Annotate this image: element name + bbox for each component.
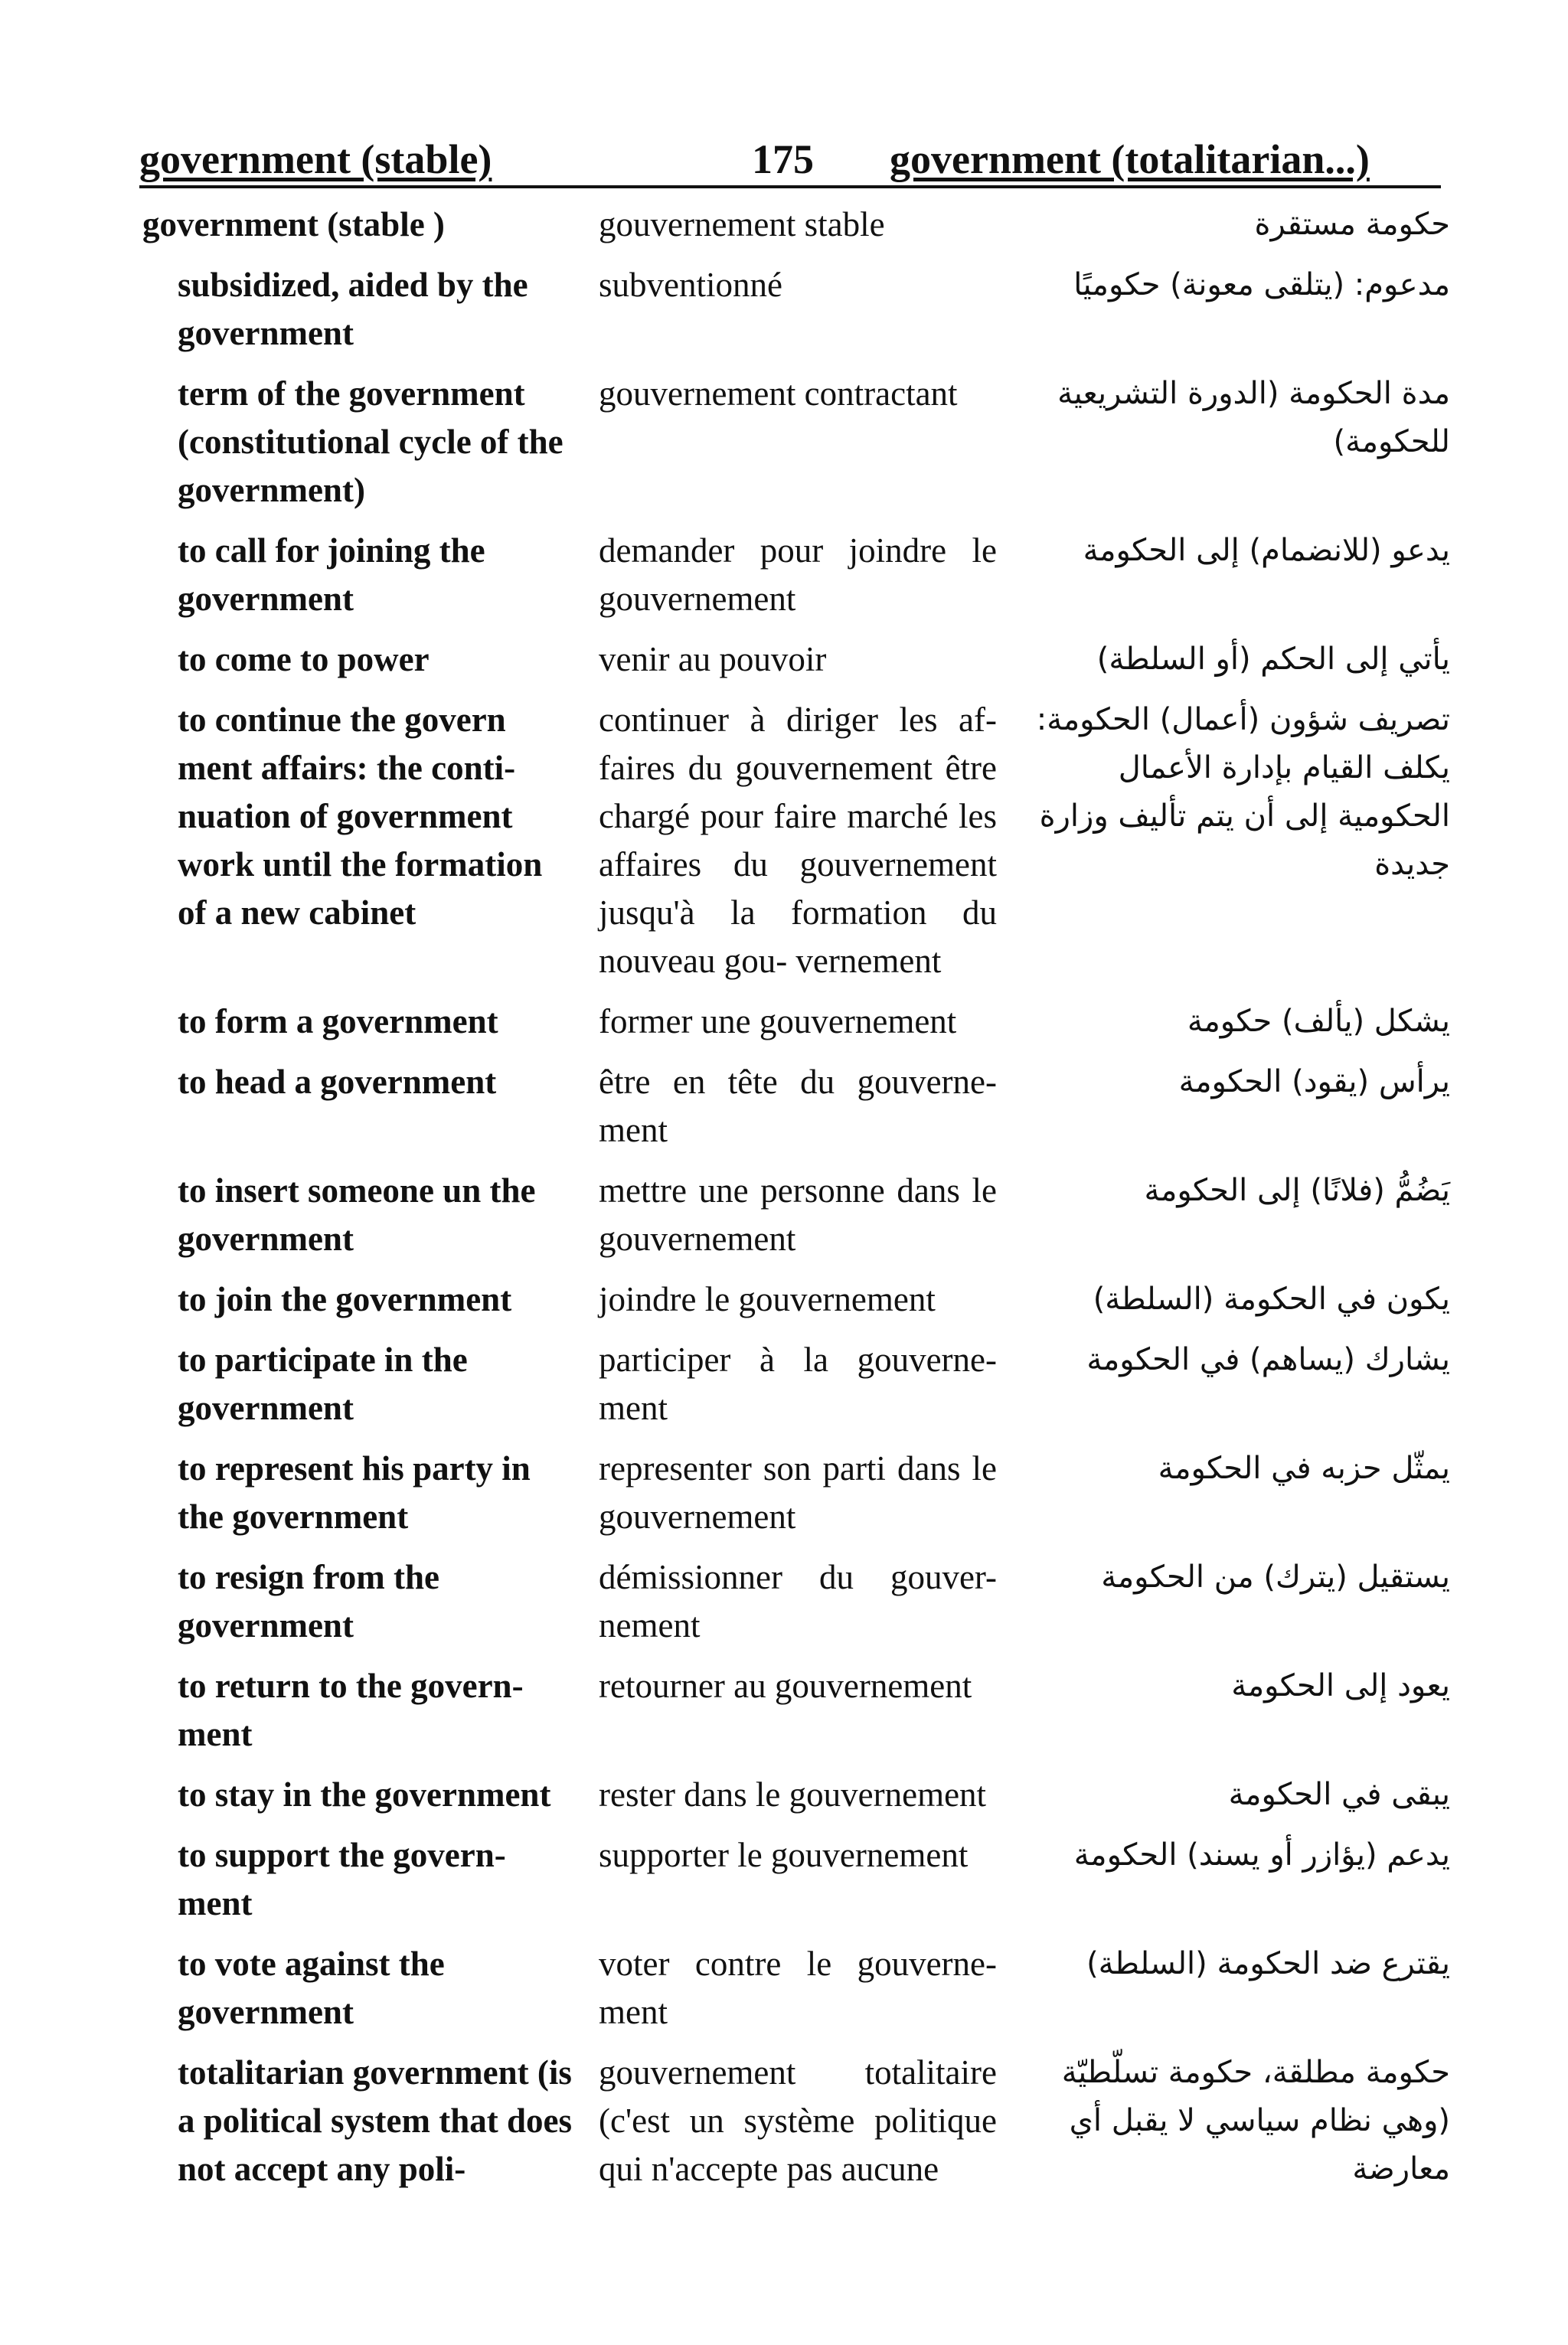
- entry-arabic: حكومة مستقرة: [1254, 207, 1450, 242]
- entry-english: to call for joining the government: [178, 531, 485, 618]
- entry-arabic: يبقى في الحكومة: [1228, 1777, 1450, 1812]
- entry-row: [139, 1831, 1456, 1928]
- entry-arabic: يرأس (يقود) الحكومة: [1178, 1064, 1450, 1099]
- page-header: [139, 135, 1441, 191]
- entry-row: [139, 201, 1456, 249]
- entry-english: to represent his party in the government: [178, 1449, 531, 1536]
- entry-english: to insert someone un the government: [178, 1171, 536, 1258]
- entry-arabic: يقترع ضد الحكومة (السلطة): [1086, 1946, 1450, 1981]
- entry-row: [139, 370, 1456, 514]
- entry-french: participer à la gouverne- ment: [599, 1341, 997, 1427]
- entry-french: mettre une personne dans le gouvernement: [599, 1171, 997, 1258]
- entry-english: to participate in the government: [178, 1341, 468, 1427]
- entry-arabic: يعود إلى الحكومة: [1231, 1668, 1450, 1703]
- entry-french: representer son parti dans le gouvernement: [599, 1449, 997, 1536]
- entry-arabic: مدة الحكومة (الدورة التشريعية للحكومة): [1057, 376, 1450, 459]
- header-left-guide-word: government (stable): [139, 136, 492, 182]
- page-number: 175: [752, 136, 814, 182]
- entry-row: [139, 1771, 1456, 1819]
- entry-french: gouvernement totalitaire (c'est un système politique qui n'accepte pas aucune: [599, 2053, 997, 2188]
- entry-row: [139, 1940, 1456, 2036]
- entry-arabic: حكومة مطلقة، حكومة تسلّطيّة (وهي نظام سياسي لا يقبل أي معارضة: [1061, 2055, 1450, 2187]
- header-rule: [139, 185, 1441, 188]
- entry-english: to come to power: [178, 640, 430, 678]
- entry-french: gouvernement contractant: [599, 374, 958, 413]
- entry-arabic: يدعو (للانضمام) إلى الحكومة: [1083, 533, 1450, 568]
- entry-row: [139, 261, 1456, 358]
- entry-list: [139, 201, 1456, 2206]
- entry-row: [139, 1336, 1456, 1432]
- entry-row: [139, 1662, 1456, 1759]
- entry-english: government (stable ): [142, 205, 445, 243]
- entry-row: [139, 1167, 1456, 1263]
- entry-english: to head a government: [178, 1063, 497, 1101]
- entry-arabic: مدعوم: (يتلقى معونة) حكوميًا: [1073, 267, 1450, 302]
- entry-arabic: يكون في الحكومة (السلطة): [1093, 1282, 1450, 1317]
- header-right-guide-word: government (totalitarian...): [890, 136, 1370, 182]
- entry-french: demander pour joindre le gouvernement: [599, 531, 997, 618]
- entry-english: to support the govern- ment: [178, 1836, 506, 1922]
- entry-arabic: يمثّل حزبه في الحكومة: [1158, 1451, 1450, 1486]
- entry-row: [139, 1445, 1456, 1541]
- entry-french: voter contre le gouverne- ment: [599, 1945, 997, 2031]
- entry-english: to resign from the government: [178, 1558, 440, 1644]
- entry-french: subventionné: [599, 266, 782, 304]
- entry-row: [139, 696, 1456, 985]
- entry-english: to vote against the government: [178, 1945, 445, 2031]
- entry-french: continuer à diriger les af- faires du gouvernement être chargé pour faire marché les affaires du gouvernement jusqu'à la formation du nouveau gou- vernement: [599, 701, 997, 980]
- entry-french: former une gouvernement: [599, 1002, 957, 1040]
- entry-english: to return to the govern- ment: [178, 1667, 524, 1753]
- entry-english: to continue the govern ment affairs: the conti- nuation of government work until the formation of a new cabinet: [178, 701, 543, 932]
- entry-arabic: تصريف شؤون (أعمال) الحكومة: يكلف القيام بإدارة الأعمال الحكومية إلى أن يتم تأليف وزارة جديدة: [1036, 702, 1450, 882]
- entry-french: supporter le gouvernement: [599, 1836, 969, 1874]
- entry-row: [139, 2049, 1456, 2193]
- entry-row: [139, 635, 1456, 684]
- entry-arabic: يدعم (يؤازر أو يسند) الحكومة: [1073, 1837, 1450, 1873]
- entry-english: to form a government: [178, 1002, 498, 1040]
- entry-row: [139, 998, 1456, 1046]
- entry-english: totalitarian government (is a political system that does not accept any poli-: [178, 2053, 572, 2188]
- entry-french: venir au pouvoir: [599, 640, 827, 678]
- entry-arabic: يشكل (يألف) حكومة: [1187, 1004, 1450, 1039]
- entry-arabic: يأتي إلى الحكم (أو السلطة): [1096, 642, 1450, 677]
- entry-french: rester dans le gouvernement: [599, 1775, 987, 1814]
- entry-row: [139, 1058, 1456, 1155]
- entry-english: term of the government (constitutional cycle of the government): [178, 374, 564, 509]
- entry-french: retourner au gouvernement: [599, 1667, 972, 1705]
- entry-arabic: يَضُمُّ (فلانًا) إلى الحكومة: [1144, 1173, 1450, 1208]
- entry-french: être en tête du gouverne- ment: [599, 1063, 997, 1149]
- entry-french: joindre le gouvernement: [599, 1280, 936, 1318]
- entry-row: [139, 1275, 1456, 1324]
- entry-english: to stay in the government: [178, 1775, 551, 1814]
- entry-row: [139, 1553, 1456, 1650]
- entry-english: to join the government: [178, 1280, 512, 1318]
- entry-english: subsidized, aided by the government: [178, 266, 528, 352]
- entry-french: gouvernement stable: [599, 205, 885, 243]
- entry-french: démissionner du gouver- nement: [599, 1558, 997, 1644]
- entry-arabic: يستقيل (يترك) من الحكومة: [1101, 1560, 1450, 1595]
- entry-arabic: يشارك (يساهم) في الحكومة: [1086, 1342, 1450, 1377]
- entry-row: [139, 527, 1456, 623]
